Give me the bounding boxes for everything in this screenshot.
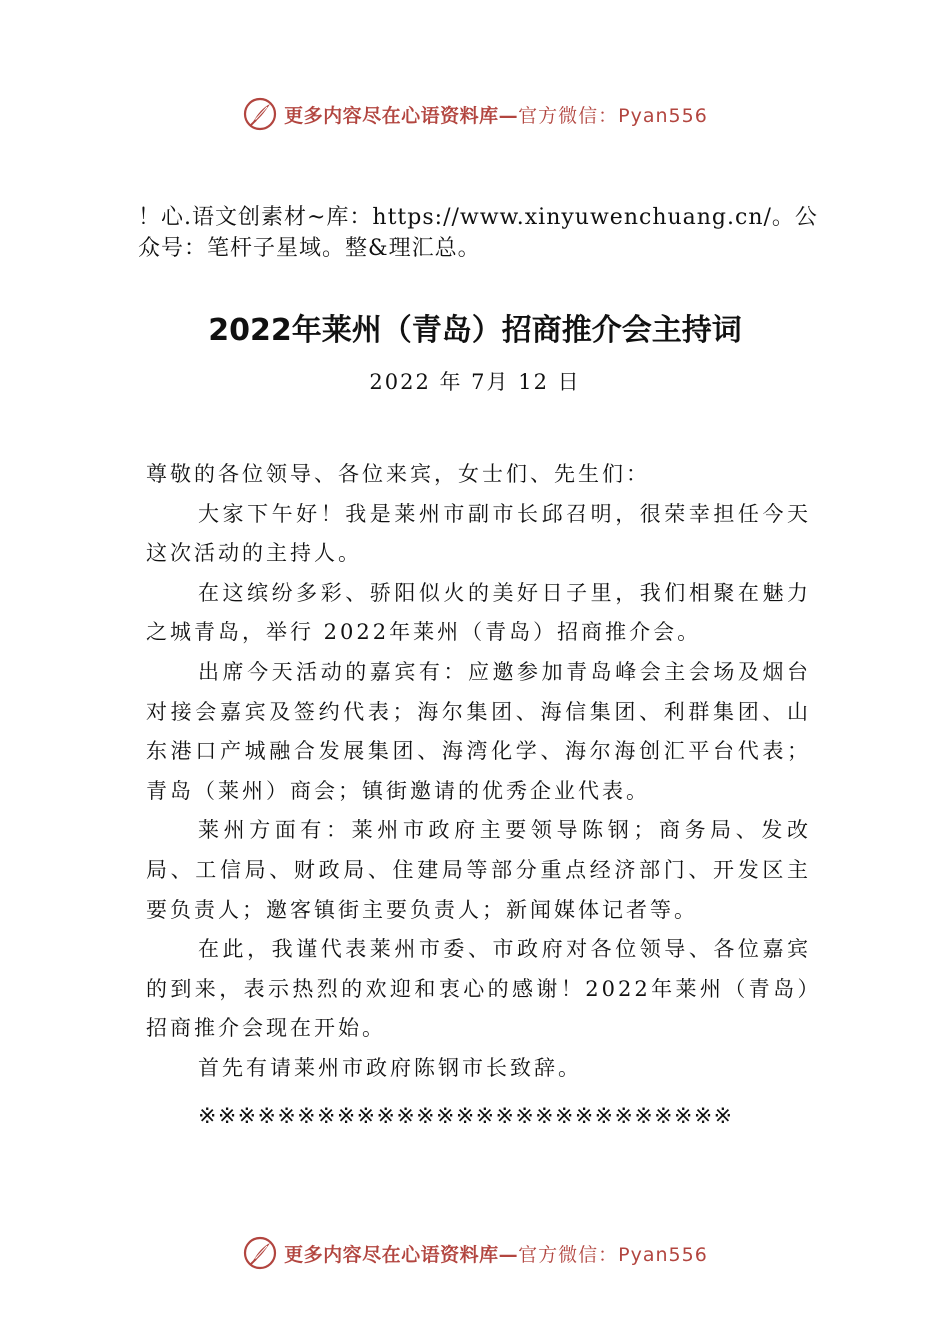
paragraph: 大家下午好！我是莱州市副市长邱召明，很荣幸担任今天这次活动的主持人。 <box>146 501 811 566</box>
banner-wechat: 官方微信：Pyan556 <box>518 1243 708 1266</box>
stars-text: ※※※※※※※※※※※※※※※※※※※※※※※※※※※ <box>198 1104 734 1129</box>
paragraph: 首先有请莱州市政府陈钢市长致辞。 <box>198 1055 582 1080</box>
paragraph: 在这缤纷多彩、骄阳似火的美好日子里，我们相聚在魅力之城青岛，举行 2022年莱州（青岛）招商推介会。 <box>146 580 811 645</box>
document-date: 2022 年 7月 12 日 <box>369 370 581 394</box>
banner-wechat: 官方微信：Pyan556 <box>518 104 708 127</box>
source-line: ！心.语文创素材~库：https://www.xinyuwenchuang.cn/。公众号：笔杆子星域。整&理汇总。 <box>138 205 818 261</box>
page-title: 2022年莱州（青岛）招商推介会主持词 <box>208 313 742 348</box>
document-body <box>146 455 811 1089</box>
stars-divider <box>146 1097 811 1137</box>
header-banner <box>0 94 950 134</box>
banner-text: 更多内容尽在心语资料库— <box>284 1243 519 1266</box>
paragraph: 在此，我谨代表莱州市委、市政府对各位领导、各位嘉宾的到来，表示热烈的欢迎和衷心的感谢！2022年莱州（青岛）招商推介会现在开始。 <box>146 937 811 1041</box>
footer-banner <box>0 1233 950 1273</box>
salutation: 尊敬的各位领导、各位来宾，女士们、先生们： <box>146 462 650 486</box>
feather-quill-logo-icon <box>242 96 278 132</box>
banner-text: 更多内容尽在心语资料库— <box>284 104 519 127</box>
paragraph: 出席今天活动的嘉宾有：应邀参加青岛峰会主会场及烟台对接会嘉宾及签约代表；海尔集团、海信集团、利群集团、山东港口产城融合发展集团、海湾化学、海尔海创汇平台代表；青岛（莱州）商会；镇街邀请的优秀企业代表。 <box>146 659 811 803</box>
feather-quill-logo-icon <box>242 1235 278 1271</box>
paragraph: 莱州方面有：莱州市政府主要领导陈钢；商务局、发改局、工信局、财政局、住建局等部分重点经济部门、开发区主要负责人；邀客镇街主要负责人；新闻媒体记者等。 <box>146 818 811 922</box>
